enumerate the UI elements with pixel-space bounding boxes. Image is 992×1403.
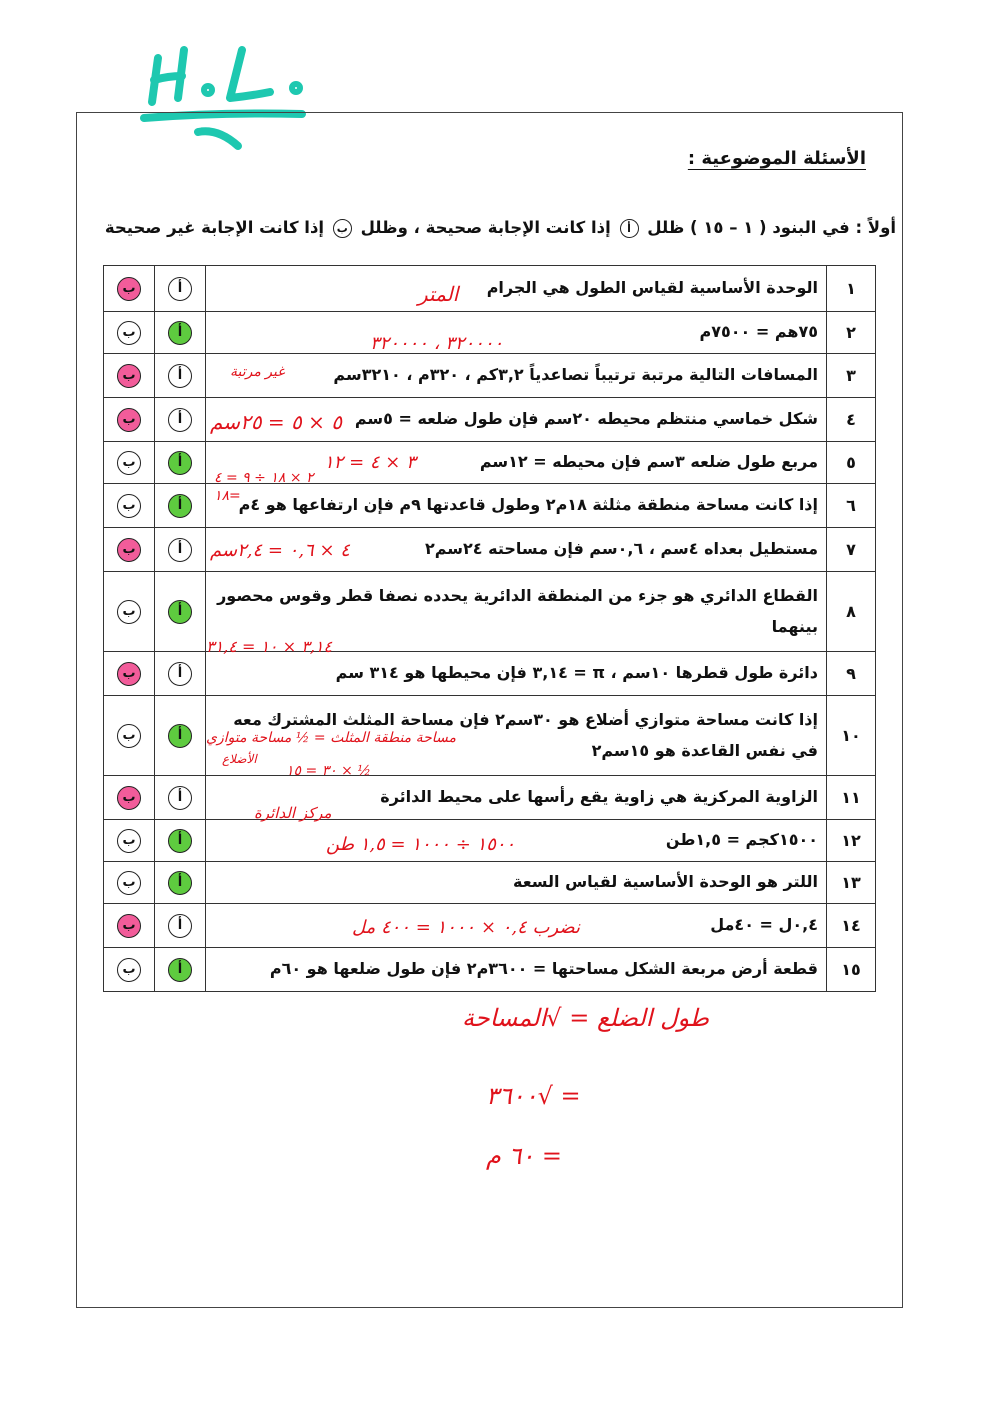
option-a-cell	[155, 904, 206, 948]
option-b-cell	[104, 652, 155, 696]
option-b-bubble[interactable]: ب	[117, 321, 141, 345]
option-b-icon: ب	[333, 219, 352, 238]
question-row	[104, 354, 876, 398]
question-statement: المسافات التالية مرتبة ترتيباً تصاعدياً ٣,٢كم ، ٣٢٠م ، ٣٢١٠سم	[206, 354, 827, 398]
question-statement: اللتر هو الوحدة الأساسية لقياس السعة	[206, 862, 827, 904]
question-number: ٥	[827, 442, 876, 484]
note-q10c: الأضلاع	[222, 752, 257, 766]
option-a-cell	[155, 312, 206, 354]
option-a-cell	[155, 354, 206, 398]
option-b-bubble[interactable]: ب	[117, 277, 141, 301]
note-q14: نضرب ٠,٤ × ١٠٠٠ = ٤٠٠ مل	[352, 917, 581, 938]
question-number: ٩	[827, 652, 876, 696]
question-statement: ١٥٠٠كجم = ١,٥طن	[206, 820, 827, 862]
note-q4: ٥ × ٥ = ٢٥سم	[210, 410, 343, 434]
option-b-cell	[104, 398, 155, 442]
question-statement: القطاع الدائري هو جزء من المنطقة الدائرية يحدده نصفا قطر وقوس محصور بينهما	[206, 572, 827, 652]
option-a-bubble[interactable]: أ	[168, 538, 192, 562]
question-number: ٧	[827, 528, 876, 572]
option-a-bubble[interactable]: أ	[168, 277, 192, 301]
question-statement: مستطيل بعداه ٤سم ، ٠,٦سم فإن مساحته ٢٤سم٢	[206, 528, 827, 572]
option-b-cell	[104, 948, 155, 992]
option-a-bubble[interactable]: أ	[168, 451, 192, 475]
note-q3: غير مرتبة	[230, 364, 285, 380]
note-q2: ٣٢٠٠٠٠ ، ٣٢٠٠٠٠	[370, 333, 504, 354]
question-statement: قطعة أرض مربعة الشكل مساحتها = ٣٦٠٠م٢ فإن طول ضلعها هو ٦٠م	[206, 948, 827, 992]
question-statement: شكل خماسي منتظم محيطه ٢٠سم فإن طول ضلعه = ٥سم	[206, 398, 827, 442]
option-b-cell	[104, 862, 155, 904]
option-a-bubble[interactable]: أ	[168, 408, 192, 432]
question-statement: دائرة طول قطرها ١٠سم ، π = ٣,١٤ فإن محيطها هو ٣١٤ سم	[206, 652, 827, 696]
option-b-cell	[104, 484, 155, 528]
note-q8: ٣,١٤ × ١٠ = ٣١,٤	[206, 637, 333, 656]
option-a-cell	[155, 696, 206, 776]
option-b-cell	[104, 266, 155, 312]
work-line-3: = ٦٠ م	[486, 1142, 563, 1170]
option-a-cell	[155, 442, 206, 484]
question-number: ١٥	[827, 948, 876, 992]
question-number: ٢	[827, 312, 876, 354]
option-b-bubble[interactable]: ب	[117, 364, 141, 388]
note-q10b: ½ × ٣٠ = ١٥	[286, 763, 371, 779]
option-a-cell	[155, 266, 206, 312]
option-b-cell	[104, 312, 155, 354]
option-b-cell	[104, 354, 155, 398]
section-title: الأسئلة الموضوعية :	[687, 148, 866, 169]
option-b-cell	[104, 904, 155, 948]
option-a-cell	[155, 652, 206, 696]
option-b-cell	[104, 442, 155, 484]
instruction-text	[84, 218, 896, 238]
option-a-icon: أ	[620, 219, 639, 238]
instruction-part-1: أولاً : في البنود ( ١ – ١٥ ) ظلل	[647, 218, 896, 237]
instruction-part-3: إذا كانت الإجابة غير صحيحة	[104, 218, 325, 237]
option-a-cell	[155, 572, 206, 652]
questions-table	[103, 265, 876, 992]
question-number: ١١	[827, 776, 876, 820]
option-b-cell	[104, 572, 155, 652]
question-statement: الزاوية المركزية هي زاوية يقع رأسها على محيط الدائرة	[206, 776, 827, 820]
option-a-bubble[interactable]: أ	[168, 494, 192, 518]
option-b-bubble[interactable]: ب	[117, 829, 141, 853]
note-q1: المتر	[418, 282, 459, 306]
option-b-bubble[interactable]: ب	[117, 871, 141, 895]
option-a-bubble[interactable]: أ	[168, 662, 192, 686]
question-statement: ٧٥هم = ٧٥٠٠م	[206, 312, 827, 354]
question-statement: الوحدة الأساسية لقياس الطول هي الجرام	[206, 266, 827, 312]
option-b-bubble[interactable]: ب	[117, 958, 141, 982]
option-a-cell	[155, 776, 206, 820]
note-q11: مركز الدائرة	[254, 804, 332, 822]
option-b-bubble[interactable]: ب	[117, 914, 141, 938]
question-number: ١٠	[827, 696, 876, 776]
option-a-bubble[interactable]: أ	[168, 958, 192, 982]
option-a-cell	[155, 862, 206, 904]
option-a-bubble[interactable]: أ	[168, 364, 192, 388]
option-a-cell	[155, 820, 206, 862]
question-number: ٦	[827, 484, 876, 528]
option-b-bubble[interactable]: ب	[117, 786, 141, 810]
option-a-cell	[155, 484, 206, 528]
option-a-bubble[interactable]: أ	[168, 600, 192, 624]
question-statement: ٠,٤ل = ٤٠مل	[206, 904, 827, 948]
question-number: ٣	[827, 354, 876, 398]
option-a-cell	[155, 398, 206, 442]
question-number: ١	[827, 266, 876, 312]
option-a-cell	[155, 948, 206, 992]
option-a-bubble[interactable]: أ	[168, 321, 192, 345]
question-statement: مربع طول ضلعه ٣سم فإن محيطه = ١٢سم	[206, 442, 827, 484]
option-b-bubble[interactable]: ب	[117, 494, 141, 518]
option-b-bubble[interactable]: ب	[117, 451, 141, 475]
option-b-bubble[interactable]: ب	[117, 600, 141, 624]
question-row	[104, 948, 876, 992]
option-b-bubble[interactable]: ب	[117, 408, 141, 432]
question-row	[104, 776, 876, 820]
question-row	[104, 652, 876, 696]
option-a-bubble[interactable]: أ	[168, 829, 192, 853]
work-line-1: طول الضلع = √المساحة	[462, 1004, 710, 1032]
option-a-cell	[155, 528, 206, 572]
option-b-cell	[104, 776, 155, 820]
note-q12: ١٥٠٠ ÷ ١٠٠٠ = ١,٥ طن	[326, 834, 516, 855]
option-b-cell	[104, 820, 155, 862]
question-number: ١٣	[827, 862, 876, 904]
question-number: ٨	[827, 572, 876, 652]
option-a-bubble[interactable]: أ	[168, 786, 192, 810]
note-q6a: ٢ × ١٨ ÷ ٩ = ٤	[214, 470, 314, 486]
question-number: ١٢	[827, 820, 876, 862]
option-a-bubble[interactable]: أ	[168, 871, 192, 895]
note-q5: ٣ × ٤ = ١٢	[324, 452, 416, 473]
note-q6b: =١٨	[214, 488, 241, 504]
option-b-bubble[interactable]: ب	[117, 724, 141, 748]
instruction-part-2: إذا كانت الإجابة صحيحة ، وظلل	[360, 218, 611, 237]
option-a-bubble[interactable]: أ	[168, 724, 192, 748]
question-number: ٤	[827, 398, 876, 442]
option-b-bubble[interactable]: ب	[117, 538, 141, 562]
question-row	[104, 862, 876, 904]
work-line-2: = √٣٦٠٠	[486, 1082, 581, 1110]
option-a-bubble[interactable]: أ	[168, 914, 192, 938]
question-number: ١٤	[827, 904, 876, 948]
option-b-cell	[104, 528, 155, 572]
question-statement: إذا كانت مساحة منطقة مثلثة ١٨م٢ وطول قاعدتها ٩م فإن ارتفاعها هو ٤م	[206, 484, 827, 528]
option-b-cell	[104, 696, 155, 776]
question-row	[104, 266, 876, 312]
option-b-bubble[interactable]: ب	[117, 662, 141, 686]
note-q7: ٤ × ٠,٦ = ٢,٤سم	[210, 540, 350, 561]
question-statement: إذا كانت مساحة متوازي أضلاع هو ٣٠سم٢ فإن مساحة المثلث المشترك معه في نفس القاعدة هو ١٥سم٢	[206, 696, 827, 776]
note-q10a: مساحة منطقة المثلث = ½ مساحة متوازي	[206, 730, 457, 746]
